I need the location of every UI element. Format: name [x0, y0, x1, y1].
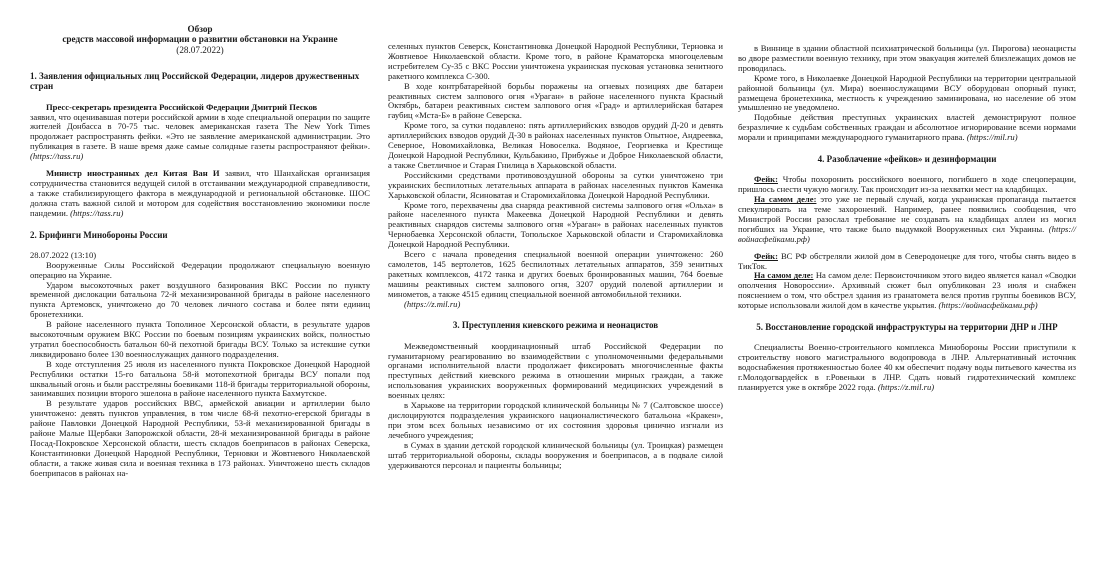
paragraph: Фейк: Чтобы похоронить российского военного, погибшего в ходе спецоперации, пришлось снести чужую могилу. Так происходит из-за нехватки мест на кладбищах. [738, 174, 1076, 195]
section-4-heading: 4. Разоблачение «фейков» и дезинформации [817, 154, 997, 165]
paragraph: Подобные действия преступных украинских властей демонстрируют полное безразличие к судьбам собственных граждан и абсолютное игнорирование всеми нормами морали и принципами международного гуманитарного права. (https://mil.ru) [738, 112, 1076, 143]
paragraph: Российскими средствами противовоздушной обороны за сутки уничтожено три украинских беспилотных летательных аппарата в районах населенных пунктов Каменка Харьковской области, Ясиноватая и Старомихайловка Донецкой Народной Республики. [388, 169, 723, 200]
paragraph: На самом деле: это уже не первый случай, когда украинская пропаганда пытается спекулировать на теме захоронений. Например, ранее появились сообщения, что Министрой России разослал требование не создавать на кладбищах аллеи из могил погибших на Украине, что также было выдумкой Вооруженных сил Украины. (https://войнасфейками.рф) [738, 194, 1076, 244]
paragraph: Вооруженные Силы Российской Федерации продолжают специальную военную операцию на Украине. [30, 259, 370, 280]
paragraph: Всего с начала проведения специальной военной операции уничтожено: 260 самолетов, 145 вертолетов, 1625 беспилотных летательных аппаратов, 359 зенитных ракетных комплексов, 4172 танка и других боевых бронированных машин, 764 боевые машины реактивных систем залпового огня, 3207 орудий полевой артиллерии и минометов, а также 4515 единиц специальной военной автомобильной техники. [388, 249, 723, 299]
paragraph: Межведомственный координационный штаб Российской Федерации по гуманитарному реагированию во взаимодействии с уполномоченными федеральными органами исполнительной власти продолжает фиксировать многочисленные факты преступных действий киевского режима в отношении мирных граждан, а также использования украинских вооруженных формирований медицинских учреждений в военных целях: [388, 340, 723, 401]
paragraph: Фейк: ВС РФ обстреляли жилой дом в Северодонецке для того, чтобы снять видео в ТикТок. [738, 250, 1076, 271]
section-2-heading: 2. Брифинги Минобороны России [30, 229, 168, 240]
paragraph: селенных пунктов Северск, Константиновка Донецкой Народной Республики, Терновка и Жовтневое Николаевской области. Кроме того, в районе Краматорска многоцелевым истребителем Су-35 с ВКС России уничтожена украинская пусковая установка зенитного ракетного комплекса С-300. [388, 41, 723, 81]
column-1 [30, 24, 370, 479]
paragraph: В ходе контрбатарейной борьбы поражены на огневых позициях две батареи реактивных систем залпового огня «Ураган» в районе населенного пункта Красный Октябрь, батареи реактивных систем залпового огня «Град» и артиллерийская батарея гаубиц «Мста-Б» в районе Северска. [388, 80, 723, 121]
paragraph: В ходе отступления 25 июля из населенного пункта Покровское Донецкой Народной Республики остатки 15-го батальона 58-й мотопехотной бригады ВСУ попали под шквальный огонь и были расстреляны боевиками 118-й бригады территориальной обороны, занимавших позиции второго эшелона в районе населенного пункта Бахмутское. [30, 358, 370, 399]
paragraph: В районе населенного пункта Тополиное Херсонской области, в результате ударов высокоточным оружием ВКС России по боевым позициям украинских войск, полностью утратил боеспособность батальон 60-й пехотной бригады ВСУ. Только за истекшие сутки ликвидировано более 130 военнослужащих данного подразделения. [30, 319, 370, 359]
section-3-heading: 3. Преступления киевского режима и неонацистов [452, 320, 659, 331]
paragraph: В результате ударов российских ВВС, армейской авиации и артиллерии было уничтожено: девять пунктов управления, в том числе 68-й пехотно-егерской бригады в районе Павловки Донецкой Народной Республики, 53-й механизированной бригады в районе Малые Щербаки Запорожской области, 28-й механизированной бригады в районе Посад-Покровское Херсонской области, шесть складов боеприпасов в районах Северска, Константиновки Донецкой Народной Республики, Терновки и Жовтневого Николаевской области, а также живая сила и военная техника в 173 районах. Уничтожено шесть складов боеприпасов в районах на- [30, 398, 370, 478]
paragraph: Кроме того, за сутки подавлено: пять артиллерийских взводов орудий Д-20 и девять артиллерийских взводов орудий Д-30 в районах населенных пунктов Опытное, Андреевка, Северное, Новомихайловка, Великая Новоселка. Водяное, Георгиевка и Крестище Донецкой Народной Республики, Кульбакино, Прибужье и Доброе Николаевской области, а также Светличное и Старая Гнилица в Харьковской области. [388, 120, 723, 170]
paragraph: (https://z.mil.ru) [404, 298, 461, 309]
paragraph: Ударом высокоточных ракет воздушного базирования ВКС России по пункту временной дислокации батальона 72-й механизированной бригады в районе населенного пункта Артемовск, уничтожено до 70 человек личного состава и более пяти единиц бронетехники. [30, 279, 370, 320]
section-1-heading: 1. Заявления официальных лиц Российской Федерации, лидеров дружественных стран [30, 71, 360, 92]
paragraph: в Харькове на территории городской клинической больницы № 7 (Салтовское шоссе) дислоцируются подразделения украинского националистического батальона «Кракен», при этом всех больных независимо от их состояния здоровья цинично изгнали из лечебного учреждения; [388, 400, 723, 440]
paragraph: в Сумах в здании детской городской клинической больницы (ул. Троицкая) размещен штаб территориальной обороны, склады вооружения и боеприпасов, а в подвале силой удерживаются персонал и пациенты больницы; [388, 439, 723, 470]
document-subtitle: средств массовой информации о развитии обстановки на Украине [62, 34, 338, 45]
paragraph: Кроме того, перехвачены два снаряда реактивной системы залпового огня «Ольха» в районе населенного пункта Макеевка Донецкой Народной Республики и девять реактивных снарядов системы залпового огня «Ураган» в районах населенных пунктов Чернобаевка Херсонской области, Топольское Харьковской области и Старомихайловка Донецкой Народной Республики. [388, 199, 723, 250]
paragraph: Кроме того, в Николаевке Донецкой Народной Республики на территории центральной районной больницы (ул. Мира) военнослужащими ВСУ оборудован опорный пункт, размещена бронетехника, местность к учреждению заминирована, но население об этом умышленно не уведомлено. [738, 72, 1076, 113]
peskov-heading: Пресс-секретарь президента Российской Федерации Дмитрий Песков [46, 101, 318, 112]
section-5-heading: 5. Восстановление городской инфраструктуры на территории ДНР и ЛНР [756, 322, 1058, 333]
document-title: Обзор [187, 24, 213, 34]
paragraph: Специалисты Военно-строительного комплекса Минобороны России приступили к строительству нового магистрального водопровода в ЛНР. Альтернативный источник водоснабжения протяженностью более 40 км обеспечит подачу воды питьевого качества из г.Молодогвардейск в г.Ровеньки в ЛНР. Сдать новый гидротехнический комплекс планируется уже в октябре 2022 года. (https://z.mil.ru) [738, 342, 1076, 392]
paragraph: в Виннице в здании областной психиатрической больницы (ул. Пирогова) неонацисты во дворе разместили военную технику, при этом эвакуация жителей близлежащих домов не проводилась. [738, 43, 1076, 73]
column-2 [388, 42, 723, 470]
column-3 [738, 44, 1076, 393]
briefing-time: 28.07.2022 (13:10) [30, 249, 97, 260]
document-date: (28.07.2022) [176, 44, 224, 55]
paragraph: На самом деле: На самом деле: Первоисточником этого видео является канал «Сводки ополчения Новороссии». Архивный сюжет был опубликован 23 июля и снабжен пояснением о том, что обстрел здания из гранатомета велся против группы боевиков ВСУ, которые использовали жилой дом в качестве укрытия. (https://войнасфейками.рф) [738, 270, 1076, 311]
paragraph: заявил, что оценивавшая потери российской армии в ходе специальной операции по защите жителей Донбасса в 70-75 тыс. человек американская газета The New York Times продолжает распространять фейки. «Это не заявление американской администрации. Это публикация в газете. В наше время даже самые солидные газеты распространяют фейки». (https://tass.ru) [30, 111, 370, 162]
paragraph: Министр иностранных дел Китая Ван И заявил, что Шанхайская организация сотрудничества становится ведущей силой в отстаивании международной справедливости, а также стабилизирующего фактора в международной и региональной обстановке. ШОС должна стать важной силой и мотором для содействия восстановлению экономики после пандемии. (https://tass.ru) [30, 168, 370, 218]
